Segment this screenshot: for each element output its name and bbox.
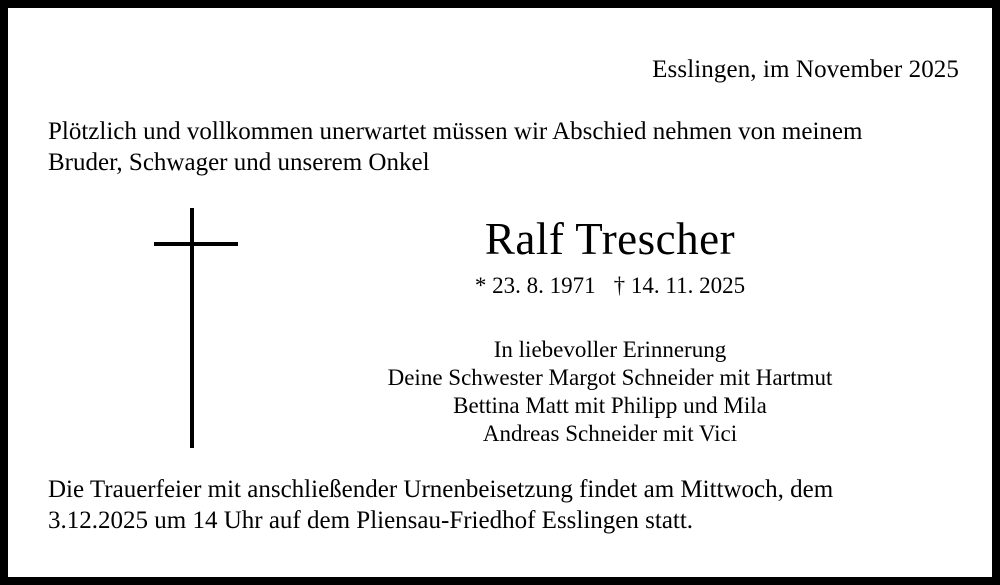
place-and-date: Esslingen, im November 2025 xyxy=(652,56,959,83)
funeral-line-1: Die Trauerfeier mit anschließender Urnenbeisetzung findet am Mittwoch, dem xyxy=(48,476,834,503)
mourners-line-1: In liebevoller Erinnerung xyxy=(493,337,727,362)
funeral-line-2: 3.12.2025 um 14 Uhr auf dem Pliensau-Friedhof Esslingen statt. xyxy=(48,507,694,534)
funeral-details xyxy=(48,474,954,536)
intro-line-2: Bruder, Schwager und unserem Onkel xyxy=(48,149,430,176)
intro-text xyxy=(48,116,954,178)
cross-icon xyxy=(154,208,238,448)
deceased-name: Ralf Trescher xyxy=(484,214,736,264)
obituary-card xyxy=(8,8,992,577)
death-date: † 14. 11. 2025 xyxy=(613,273,746,298)
birth-date: * 23. 8. 1971 xyxy=(474,273,596,298)
life-dates xyxy=(266,273,954,299)
intro-line-1: Plötzlich und vollkommen unerwartet müssen wir Abschied nehmen von meinem xyxy=(48,118,863,145)
mourners-line-2: Deine Schwester Margot Schneider mit Hartmut xyxy=(387,365,833,390)
mourners-block xyxy=(266,336,954,448)
mourners-line-4: Andreas Schneider mit Vici xyxy=(482,421,738,446)
cross-horizontal-bar xyxy=(154,242,238,246)
mourners-line-3: Bettina Matt mit Philipp und Mila xyxy=(453,393,767,418)
